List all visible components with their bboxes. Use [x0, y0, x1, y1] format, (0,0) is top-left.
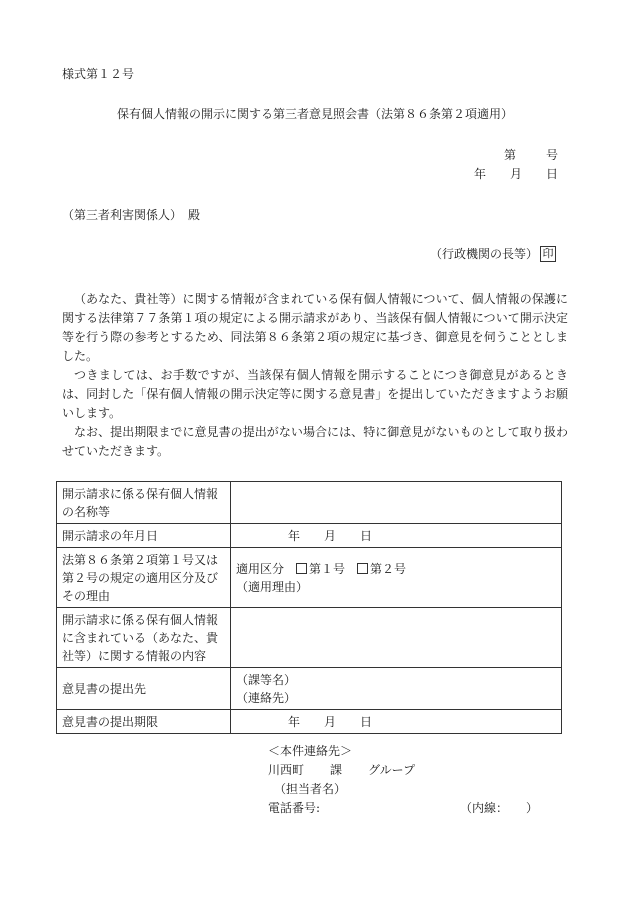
form-number: 様式第１２号: [62, 67, 135, 81]
date-month: 月: [509, 167, 522, 181]
doc-number-go: 号: [545, 148, 558, 162]
row-value-deadline[interactable]: [231, 710, 562, 734]
date-year: 年: [473, 167, 486, 181]
row-label-submit-to: 意見書の提出先: [57, 668, 231, 710]
request-date-value: 年 月 日: [288, 528, 373, 543]
row-value-info-content[interactable]: [231, 608, 562, 668]
option-no2[interactable]: [357, 560, 406, 578]
table-row: [57, 482, 562, 524]
body-paragraph-2: つきましては、お手数ですが、当該保有個人情報を開示することにつき御意見があるときは、同封した「保有個人情報の開示決定等に関する意見書」を提出していただきますようお願いします。: [62, 368, 568, 420]
document-title: 保有個人情報の開示に関する第三者意見照会書（法第８６条第２項適用）: [116, 107, 513, 121]
row-label-deadline: 意見書の提出期限: [57, 710, 231, 734]
submit-to-dept: （課等名）: [236, 672, 297, 687]
contact-phone: [268, 799, 538, 818]
seal-mark: 印: [540, 246, 556, 262]
row-value-request-date[interactable]: [231, 524, 562, 548]
table-row: [57, 608, 562, 668]
addressee: （第三者利害関係人） 殿: [62, 208, 201, 222]
row-value-info-name[interactable]: [231, 482, 562, 524]
table-row: [57, 710, 562, 734]
checkbox-no1[interactable]: [296, 563, 307, 574]
body-text: [62, 290, 568, 461]
row-value-category: [231, 548, 562, 608]
contact-ka: 課: [330, 763, 343, 777]
option-no1[interactable]: [296, 560, 345, 578]
phone-extension: （内線： ）: [460, 801, 539, 815]
option-no2-label: 第２号: [370, 561, 407, 576]
table-row: [57, 548, 562, 608]
table-row: [57, 668, 562, 710]
contact-block: [268, 742, 538, 818]
date-day: 日: [545, 167, 558, 181]
option-no1-label: 第１号: [309, 561, 346, 576]
contact-person: （担当者名）: [274, 782, 347, 796]
document-date: [474, 168, 558, 180]
row-label-info-content: 開示請求に係る保有個人情報に含まれている（あなた、貴社等）に関する情報の内容: [57, 608, 231, 668]
contact-group: グループ: [368, 763, 416, 777]
row-label-info-name: 開示請求に係る保有個人情報の名称等: [57, 482, 231, 524]
reason-label: （適用理由）: [236, 579, 309, 594]
info-table: [56, 481, 562, 734]
doc-number-dai: 第: [503, 148, 516, 162]
deadline-value: 年 月 日: [288, 714, 373, 729]
row-value-submit-to[interactable]: [231, 668, 562, 710]
category-options: [236, 560, 556, 578]
checkbox-no2[interactable]: [357, 563, 368, 574]
contact-heading: ＜本件連絡先＞: [268, 744, 353, 758]
phone-label: 電話番号:: [268, 801, 321, 815]
row-label-request-date: 開示請求の年月日: [57, 524, 231, 548]
body-paragraph-1: （あなた、貴社等）に関する情報が含まれている保有個人情報について、個人情報の保護に関する法律第７７条第１項の規定による開示請求があり、当該保有個人情報について開示決定等を行う際の参考とするため、同法第８６条第２項の規定に基づき、御意見を伺うこととしました。: [62, 292, 568, 363]
body-paragraph-3: なお、提出期限までに意見書の提出がない場合には、特に御意見がないものとして取り扱わせていただきます。: [62, 425, 568, 458]
contact-department: [268, 761, 538, 780]
sender-title: （行政機関の長等）: [429, 247, 538, 261]
table-row: [57, 524, 562, 548]
row-label-category: 法第８６条第２項第１号又は第２号の規定の適用区分及びその理由: [57, 548, 231, 608]
contact-town: 川西町: [268, 763, 305, 777]
document-number: [504, 149, 558, 161]
category-label: 適用区分: [236, 561, 285, 576]
sender: [430, 246, 556, 262]
submit-to-contact: （連絡先）: [236, 690, 297, 705]
